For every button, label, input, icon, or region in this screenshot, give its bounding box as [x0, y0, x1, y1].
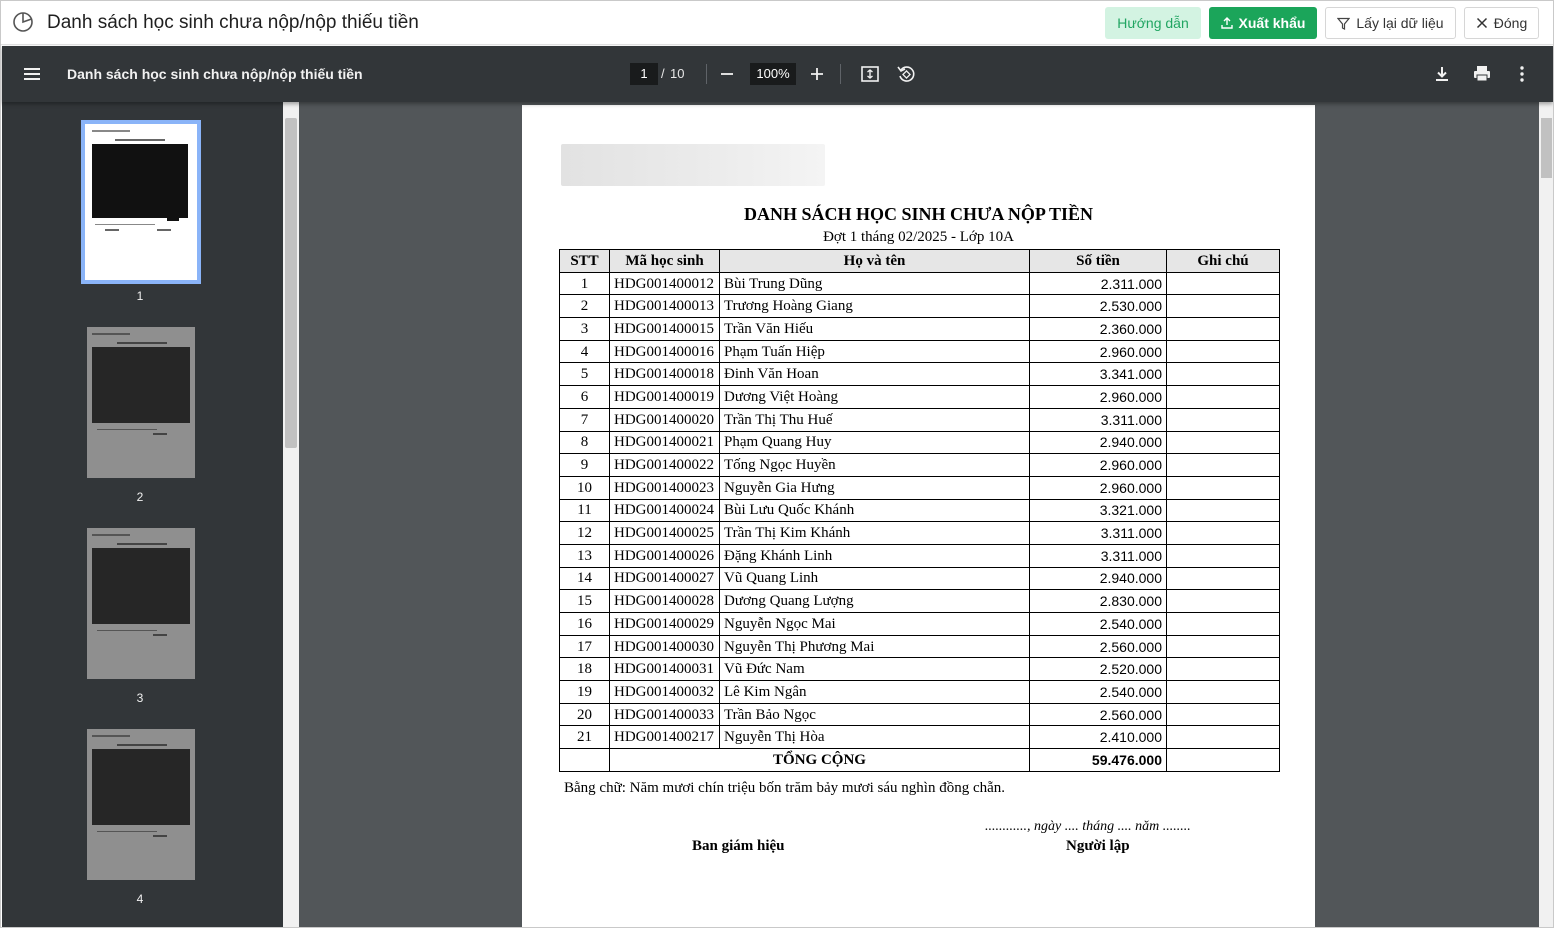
- row-student-id: HDG001400021: [610, 431, 720, 454]
- student-table: [559, 249, 1280, 772]
- row-student-id: HDG001400217: [610, 726, 720, 749]
- thumbnail-label: 2: [136, 490, 144, 504]
- row-note: [1167, 726, 1280, 749]
- row-note: [1167, 295, 1280, 318]
- row-note: [1167, 590, 1280, 613]
- row-stt: 20: [560, 703, 610, 726]
- app-header: [1, 1, 1553, 45]
- row-note: [1167, 499, 1280, 522]
- thumbnail-preview: [85, 124, 197, 280]
- table-row: [560, 499, 1280, 522]
- column-header: Số tiền: [1030, 250, 1167, 273]
- table-row: [560, 567, 1280, 590]
- row-student-name: Đinh Văn Hoan: [720, 363, 1030, 386]
- row-student-id: HDG001400025: [610, 522, 720, 545]
- thumbnail-label: 4: [136, 892, 144, 906]
- thumbnail-sidebar: [2, 102, 283, 928]
- table-row: [560, 363, 1280, 386]
- table-row: [560, 431, 1280, 454]
- pie-chart-icon: [12, 11, 34, 33]
- row-amount: 2.410.000: [1030, 726, 1167, 749]
- zoom-out-icon[interactable]: [717, 64, 737, 84]
- total-empty-cell: [560, 749, 610, 772]
- toolbar-divider: [706, 64, 707, 84]
- total-label: TỔNG CỘNG: [610, 749, 1030, 772]
- row-student-name: Dương Việt Hoàng: [720, 386, 1030, 409]
- row-stt: 5: [560, 363, 610, 386]
- row-stt: 9: [560, 454, 610, 477]
- redacted-header: [561, 144, 825, 186]
- row-note: [1167, 454, 1280, 477]
- rotate-icon[interactable]: [896, 64, 916, 84]
- row-note: [1167, 340, 1280, 363]
- row-student-name: Trần Văn Hiếu: [720, 318, 1030, 341]
- thumbnail-preview: [87, 528, 195, 679]
- row-stt: 19: [560, 681, 610, 704]
- row-student-id: HDG001400028: [610, 590, 720, 613]
- row-note: [1167, 681, 1280, 704]
- row-stt: 15: [560, 590, 610, 613]
- row-note: [1167, 408, 1280, 431]
- row-stt: 12: [560, 522, 610, 545]
- row-student-id: HDG001400020: [610, 408, 720, 431]
- row-student-name: Phạm Quang Huy: [720, 431, 1030, 454]
- row-amount: 2.940.000: [1030, 567, 1167, 590]
- sidebar-scrollbar-thumb[interactable]: [285, 118, 297, 448]
- row-amount: 3.341.000: [1030, 363, 1167, 386]
- thumbnail-page-2[interactable]: [87, 327, 195, 478]
- amount-in-words: Bằng chữ: Năm mươi chín triệu bốn trăm bảy mươi sáu nghìn đồng chẵn.: [564, 780, 1006, 796]
- fit-page-icon[interactable]: [860, 64, 880, 84]
- table-row: [560, 522, 1280, 545]
- row-amount: 2.960.000: [1030, 386, 1167, 409]
- guide-button-label: Hướng dẫn: [1117, 15, 1189, 31]
- row-student-name: Phạm Tuấn Hiệp: [720, 340, 1030, 363]
- thumbnail-page-3[interactable]: [87, 528, 195, 679]
- zoom-level-input[interactable]: 100%: [750, 63, 796, 85]
- document-viewer: [299, 102, 1539, 928]
- row-stt: 8: [560, 431, 610, 454]
- row-amount: 2.560.000: [1030, 703, 1167, 726]
- row-student-id: HDG001400023: [610, 476, 720, 499]
- row-note: [1167, 567, 1280, 590]
- row-stt: 1: [560, 272, 610, 295]
- row-student-id: HDG001400033: [610, 703, 720, 726]
- total-note-cell: [1167, 749, 1280, 772]
- column-header: Ghi chú: [1167, 250, 1280, 273]
- row-amount: 2.311.000: [1030, 272, 1167, 295]
- row-student-name: Đặng Khánh Linh: [720, 544, 1030, 567]
- column-header: Mã học sinh: [610, 250, 720, 273]
- row-stt: 10: [560, 476, 610, 499]
- row-amount: 2.530.000: [1030, 295, 1167, 318]
- thumbnail-label: 1: [136, 289, 144, 303]
- row-stt: 16: [560, 613, 610, 636]
- filter-icon: [1337, 17, 1350, 30]
- viewer-scrollbar-thumb[interactable]: [1541, 118, 1552, 178]
- table-row: [560, 476, 1280, 499]
- guide-button[interactable]: [1105, 7, 1201, 39]
- table-row: [560, 681, 1280, 704]
- table-row: [560, 408, 1280, 431]
- row-student-name: Lê Kim Ngân: [720, 681, 1030, 704]
- table-row: [560, 590, 1280, 613]
- signature-preparer: Người lập: [1066, 838, 1130, 854]
- table-row: [560, 613, 1280, 636]
- sidebar-scrollbar[interactable]: [283, 102, 299, 928]
- row-student-id: HDG001400029: [610, 613, 720, 636]
- table-row: [560, 703, 1280, 726]
- row-student-id: HDG001400030: [610, 635, 720, 658]
- row-student-id: HDG001400024: [610, 499, 720, 522]
- export-button-label: Xuất khẩu: [1238, 15, 1306, 31]
- row-student-id: HDG001400032: [610, 681, 720, 704]
- row-amount: 3.311.000: [1030, 544, 1167, 567]
- row-stt: 13: [560, 544, 610, 567]
- table-row: [560, 454, 1280, 477]
- thumbnail-page-1[interactable]: [81, 120, 201, 284]
- print-icon[interactable]: [1472, 64, 1492, 84]
- toolbar-divider: [840, 64, 841, 84]
- row-student-name: Trần Bảo Ngọc: [720, 703, 1030, 726]
- thumbnail-preview: [87, 327, 195, 478]
- row-amount: 3.311.000: [1030, 408, 1167, 431]
- total-value: 59.476.000: [1030, 749, 1167, 772]
- row-student-name: Vũ Quang Linh: [720, 567, 1030, 590]
- page-separator: /: [661, 66, 665, 81]
- signature-principal: Ban giám hiệu: [692, 838, 785, 854]
- download-icon[interactable]: [1432, 64, 1452, 84]
- pdf-toolbar: [2, 46, 1553, 102]
- row-amount: 3.311.000: [1030, 522, 1167, 545]
- pdf-page: [522, 105, 1315, 928]
- row-student-id: HDG001400019: [610, 386, 720, 409]
- row-amount: 3.321.000: [1030, 499, 1167, 522]
- row-student-id: HDG001400013: [610, 295, 720, 318]
- more-options-icon[interactable]: [1512, 64, 1532, 84]
- row-amount: 2.960.000: [1030, 476, 1167, 499]
- close-button-label: Đóng: [1493, 15, 1528, 31]
- upload-icon: [1221, 17, 1233, 29]
- row-stt: 3: [560, 318, 610, 341]
- row-student-id: HDG001400022: [610, 454, 720, 477]
- date-line: ............, ngày .... tháng .... năm ........: [985, 819, 1191, 834]
- row-student-id: HDG001400016: [610, 340, 720, 363]
- reload-data-button[interactable]: [1325, 7, 1456, 39]
- row-amount: 2.830.000: [1030, 590, 1167, 613]
- row-student-name: Vũ Đức Nam: [720, 658, 1030, 681]
- table-header-row: [560, 250, 1280, 273]
- viewer-scrollbar[interactable]: [1539, 102, 1554, 928]
- menu-icon[interactable]: [22, 64, 42, 84]
- app-title: Danh sách học sinh chưa nộp/nộp thiếu tiền: [47, 12, 419, 33]
- row-student-id: HDG001400027: [610, 567, 720, 590]
- row-note: [1167, 272, 1280, 295]
- row-amount: 2.520.000: [1030, 658, 1167, 681]
- row-student-name: Nguyễn Thị Hòa: [720, 726, 1030, 749]
- column-header: STT: [560, 250, 610, 273]
- column-header: Họ và tên: [720, 250, 1030, 273]
- row-note: [1167, 522, 1280, 545]
- row-amount: 2.540.000: [1030, 613, 1167, 636]
- row-amount: 2.540.000: [1030, 681, 1167, 704]
- table-row: [560, 295, 1280, 318]
- row-amount: 2.960.000: [1030, 454, 1167, 477]
- thumbnail-label: 3: [136, 691, 144, 705]
- table-row: [560, 726, 1280, 749]
- row-student-name: Bùi Trung Dũng: [720, 272, 1030, 295]
- row-note: [1167, 658, 1280, 681]
- export-button[interactable]: [1209, 7, 1317, 39]
- row-stt: 21: [560, 726, 610, 749]
- row-note: [1167, 635, 1280, 658]
- table-row: [560, 544, 1280, 567]
- table-row: [560, 340, 1280, 363]
- row-student-name: Nguyễn Ngọc Mai: [720, 613, 1030, 636]
- row-note: [1167, 431, 1280, 454]
- row-note: [1167, 318, 1280, 341]
- page-number-input[interactable]: 1: [630, 63, 658, 85]
- row-student-name: Trần Thị Kim Khánh: [720, 522, 1030, 545]
- row-student-id: HDG001400026: [610, 544, 720, 567]
- document-subtitle: Đợt 1 tháng 02/2025 - Lớp 10A: [823, 229, 1014, 245]
- total-pages: 10: [670, 66, 685, 81]
- row-note: [1167, 476, 1280, 499]
- total-row: [560, 749, 1280, 772]
- row-amount: 2.560.000: [1030, 635, 1167, 658]
- row-stt: 14: [560, 567, 610, 590]
- row-stt: 17: [560, 635, 610, 658]
- row-stt: 4: [560, 340, 610, 363]
- row-stt: 18: [560, 658, 610, 681]
- row-note: [1167, 363, 1280, 386]
- row-stt: 6: [560, 386, 610, 409]
- table-row: [560, 635, 1280, 658]
- row-student-id: HDG001400012: [610, 272, 720, 295]
- row-student-name: Bùi Lưu Quốc Khánh: [720, 499, 1030, 522]
- table-row: [560, 386, 1280, 409]
- reload-data-button-label: Lấy lại dữ liệu: [1356, 15, 1444, 31]
- pdf-title: Danh sách học sinh chưa nộp/nộp thiếu tiền: [67, 66, 363, 82]
- thumbnail-preview: [87, 729, 195, 880]
- row-student-id: HDG001400015: [610, 318, 720, 341]
- row-student-id: HDG001400018: [610, 363, 720, 386]
- row-note: [1167, 544, 1280, 567]
- row-student-name: Tống Ngọc Huyền: [720, 454, 1030, 477]
- row-student-name: Nguyễn Gia Hưng: [720, 476, 1030, 499]
- document-title: DANH SÁCH HỌC SINH CHƯA NỘP TIỀN: [743, 204, 1094, 224]
- zoom-in-icon[interactable]: [807, 64, 827, 84]
- row-amount: 2.960.000: [1030, 340, 1167, 363]
- table-row: [560, 272, 1280, 295]
- row-amount: 2.940.000: [1030, 431, 1167, 454]
- row-stt: 2: [560, 295, 610, 318]
- row-note: [1167, 613, 1280, 636]
- row-amount: 2.360.000: [1030, 318, 1167, 341]
- row-stt: 11: [560, 499, 610, 522]
- row-student-name: Trương Hoàng Giang: [720, 295, 1030, 318]
- row-note: [1167, 386, 1280, 409]
- table-row: [560, 318, 1280, 341]
- row-student-id: HDG001400031: [610, 658, 720, 681]
- row-student-name: Nguyễn Thị Phương Mai: [720, 635, 1030, 658]
- row-note: [1167, 703, 1280, 726]
- table-row: [560, 658, 1280, 681]
- close-icon: [1476, 17, 1488, 29]
- thumbnail-page-4[interactable]: [87, 729, 195, 880]
- row-student-name: Trần Thị Thu Huế: [720, 408, 1030, 431]
- row-student-name: Dương Quang Lượng: [720, 590, 1030, 613]
- close-button[interactable]: [1464, 7, 1539, 39]
- row-stt: 7: [560, 408, 610, 431]
